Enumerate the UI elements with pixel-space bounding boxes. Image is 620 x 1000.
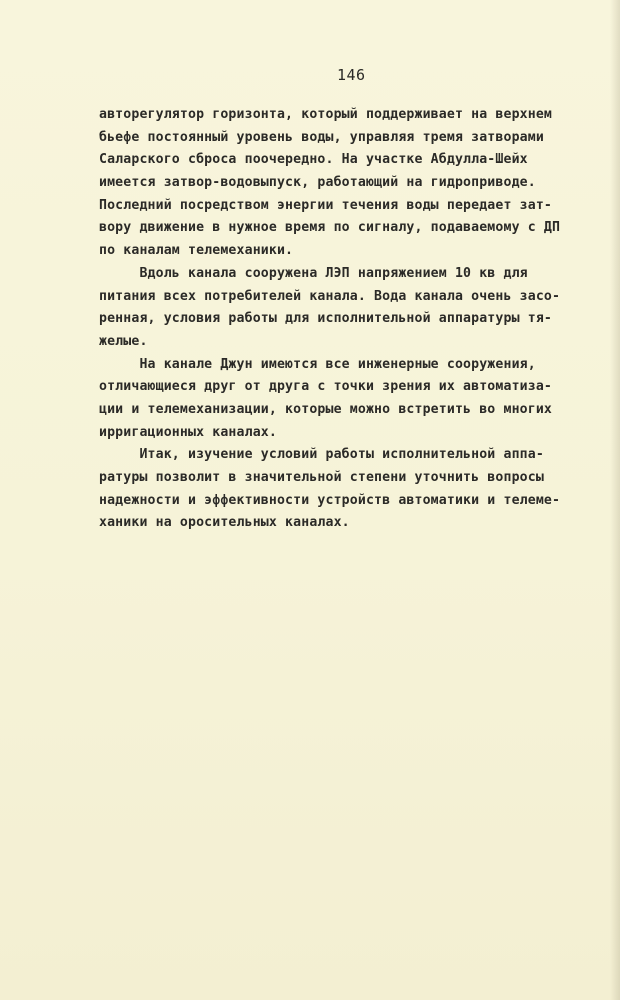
text-line: по каналам телемеханики. <box>99 243 294 259</box>
text-line: Итак, изучение условий работы исполнительной аппа- <box>99 447 544 463</box>
text-line: ратуры позволит в значительной степени уточнить вопросы <box>99 470 544 485</box>
text-line: ции и телемеханизации, которые можно встретить во многих <box>99 401 553 417</box>
text-line: авторегулятор горизонта, который поддерживает на верхнем <box>99 107 553 122</box>
text-line: отличающиеся друг от друга с точки зрения их автоматиза- <box>99 379 553 395</box>
body-text <box>99 104 619 535</box>
text-line: ирригационных каналах. <box>99 424 277 440</box>
page-number: 146 <box>337 66 366 84</box>
text-line: Последний посредством энергии течения воды передает зат- <box>99 197 553 213</box>
text-line: ренная, условия работы для исполнительной аппаратуры тя- <box>99 311 553 327</box>
text-line: имеется затвор-водовыпуск, работающий на гидроприводе. <box>99 175 536 191</box>
text-line: На канале Джун имеются все инженерные сооружения, <box>99 356 536 372</box>
text-line: питания всех потребителей канала. Вода канала очень засо- <box>99 288 561 304</box>
text-line: вору движение в нужное время по сигналу, подаваемому с ДП <box>99 220 561 236</box>
text-line: желые. <box>99 333 148 349</box>
text-line: ханики на оросительных каналах. <box>99 515 350 531</box>
text-line: бьефе постоянный уровень воды, управляя тремя затворами <box>99 129 544 145</box>
text-line: надежности и эффективности устройств автоматики и телеме- <box>99 492 561 508</box>
text-line: Саларского сброса поочередно. На участке Абдулла-Шейх <box>99 152 528 168</box>
text-line: Вдоль канала сооружена ЛЭП напряжением 10 кв для <box>99 265 528 281</box>
